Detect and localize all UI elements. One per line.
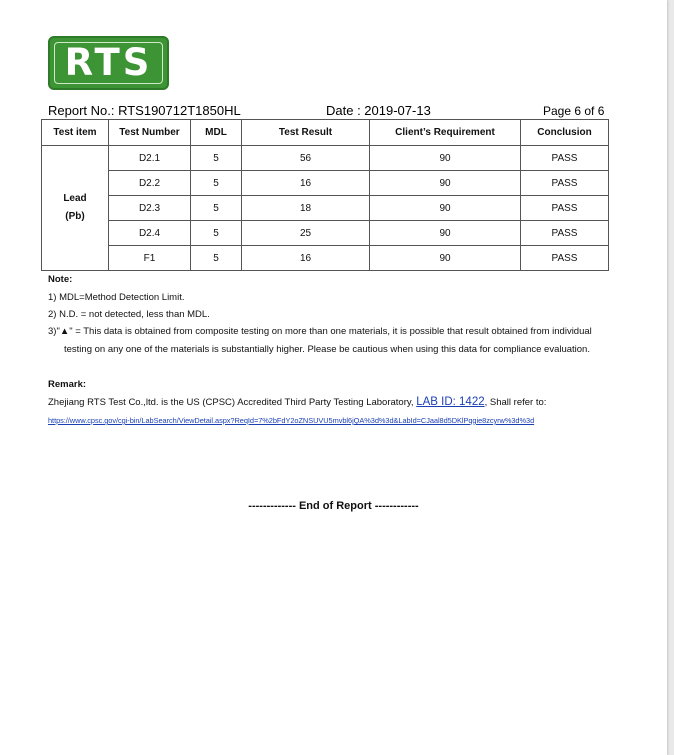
test-number-cell: D2.2	[109, 171, 191, 196]
mdl-cell: 5	[191, 221, 242, 246]
test-item-symbol: (Pb)	[65, 211, 85, 222]
table-row	[42, 146, 609, 171]
requirement-cell: 90	[370, 221, 521, 246]
requirement-cell: 90	[370, 146, 521, 171]
mdl-cell: 5	[191, 246, 242, 271]
table-row	[42, 246, 609, 271]
col-test-result: Test Result	[242, 120, 370, 146]
remark-text-before: Zhejiang RTS Test Co.,ltd. is the US (CPSC) Accredited Third Party Testing Laboratory,	[48, 397, 417, 408]
requirement-cell: 90	[370, 196, 521, 221]
test-item-cell	[42, 146, 109, 271]
result-cell: 56	[242, 146, 370, 171]
report-date: Date : 2019-07-13	[326, 103, 431, 118]
logo-text: RTS	[64, 41, 153, 84]
result-cell: 16	[242, 171, 370, 196]
table-row	[42, 221, 609, 246]
note-item: 2) N.D. = not detected, less than MDL.	[48, 309, 210, 320]
note-item: 3)"▲" = This data is obtained from composite testing on more than one materials, it is possible that result obtained from individual	[48, 326, 592, 337]
col-test-number: Test Number	[109, 120, 191, 146]
page-number: Page 6 of 6	[543, 104, 605, 118]
test-item-name: Lead	[63, 193, 87, 204]
test-number-cell: D2.4	[109, 221, 191, 246]
conclusion-cell: PASS	[521, 171, 609, 196]
report-number: Report No.: RTS190712T1850HL	[48, 103, 241, 118]
table-row	[42, 171, 609, 196]
requirement-cell: 90	[370, 171, 521, 196]
col-test-item: Test item	[42, 120, 109, 146]
col-conclusion: Conclusion	[521, 120, 609, 146]
mdl-cell: 5	[191, 196, 242, 221]
note-title: Note:	[48, 274, 73, 285]
result-cell: 16	[242, 246, 370, 271]
rts-logo	[48, 36, 169, 90]
col-client-requirement: Client’s Requirement	[370, 120, 521, 146]
col-mdl: MDL	[191, 120, 242, 146]
conclusion-cell: PASS	[521, 221, 609, 246]
test-number-cell: D2.3	[109, 196, 191, 221]
result-cell: 25	[242, 221, 370, 246]
end-of-report: ------------- End of Report ------------	[248, 500, 419, 512]
mdl-cell: 5	[191, 171, 242, 196]
mdl-cell: 5	[191, 146, 242, 171]
table-header-row	[42, 120, 609, 146]
test-number-cell: F1	[109, 246, 191, 271]
remark-title: Remark:	[48, 379, 87, 390]
result-cell: 18	[242, 196, 370, 221]
note-item-continuation: testing on any one of the materials is substantially higher. Please be cautious when using this data for compliance evaluation.	[64, 344, 590, 355]
note-item: 1) MDL=Method Detection Limit.	[48, 292, 185, 303]
test-number-cell: D2.1	[109, 146, 191, 171]
table-row	[42, 196, 609, 221]
lab-id-link[interactable]: LAB ID: 1422	[416, 396, 485, 408]
results-table	[41, 119, 609, 271]
remark-text-after: , Shall refer to:	[484, 397, 547, 408]
conclusion-cell: PASS	[521, 246, 609, 271]
cpsc-url-link[interactable]: https://www.cpsc.gov/cgi-bin/LabSearch/ViewDetail.aspx?ReqId=7%2bFdY2oZNSUVU5mvbl6jQA%3d%3d&LabId=CJaal8d5DKlPqgie8zcyrw%3d%3d	[48, 416, 535, 425]
conclusion-cell: PASS	[521, 196, 609, 221]
remark-text	[48, 396, 546, 409]
requirement-cell: 90	[370, 246, 521, 271]
conclusion-cell: PASS	[521, 146, 609, 171]
